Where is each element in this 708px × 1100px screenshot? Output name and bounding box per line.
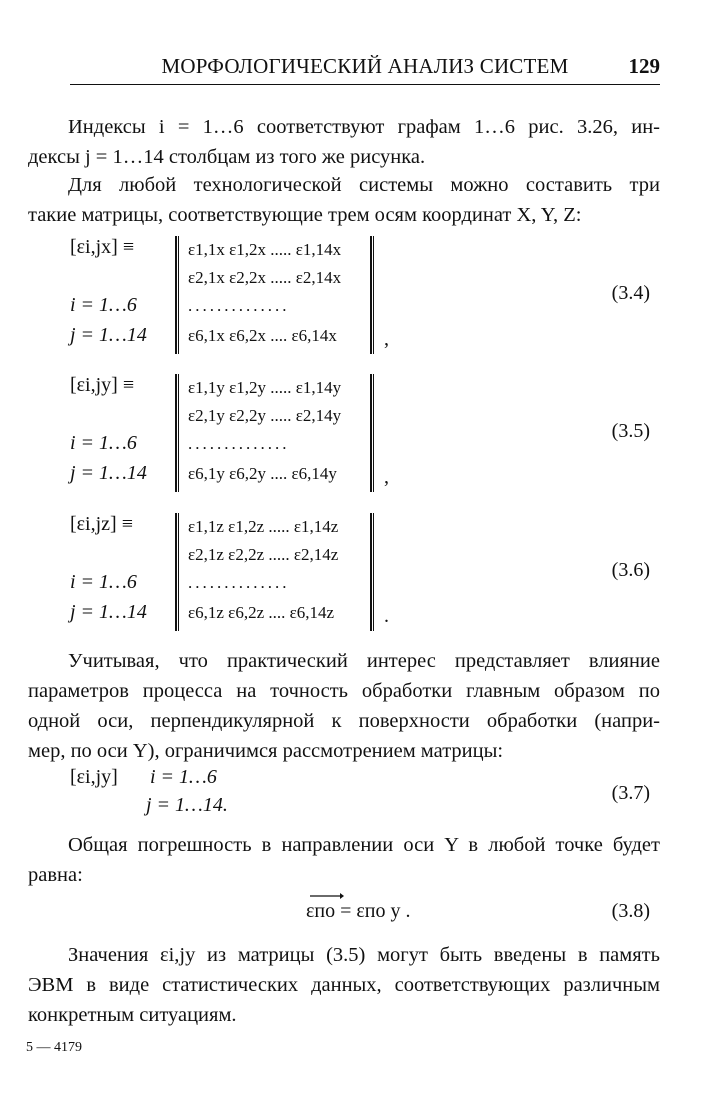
j-range: j = 1…14 <box>70 324 147 346</box>
printer-signature: 5 — 4179 <box>26 1040 82 1055</box>
matrix-row: ε1,1y ε1,2y ..... ε1,14y <box>188 378 342 397</box>
matrix-row: ε2,1x ε2,2x ..... ε2,14x <box>188 268 342 287</box>
left-determinant-bar <box>175 374 177 492</box>
matrix-symbol: [εi,jy] <box>70 766 118 788</box>
paragraph-line: ЭВМ в виде статистических данных, соответствующих различным <box>28 974 660 996</box>
paragraph-line: Индексы i = 1…6 соответствуют графам 1…6 рис. 3.26, ин- <box>68 116 660 138</box>
equation-expression: εпо = εпо y . <box>306 900 411 922</box>
matrix-row: ε2,1y ε2,2y ..... ε2,14y <box>188 406 342 425</box>
left-determinant-bar <box>175 236 177 354</box>
matrix-lhs: [εi,jx] ≡ <box>70 236 135 258</box>
matrix-lhs: [εi,jy] ≡ <box>70 374 135 396</box>
matrix-equation-3-5 <box>70 374 660 492</box>
matrix-equation-3-4 <box>70 236 660 354</box>
equation-3-8 <box>70 894 660 934</box>
matrix-row-ellipsis: .............. <box>188 434 290 453</box>
paragraph-line: одной оси, перпендикулярной к поверхности обработки (напри- <box>28 710 660 732</box>
j-range: j = 1…14 <box>70 462 147 484</box>
equation-number: (3.8) <box>611 900 650 922</box>
matrix-row: ε1,1z ε1,2z ..... ε1,14z <box>188 517 339 536</box>
paragraph-line: Учитывая, что практический интерес представляет влияние <box>68 650 660 672</box>
trailing-punctuation: , <box>384 466 389 488</box>
paragraph-line: параметров процесса на точность обработки главным образом по <box>28 680 660 702</box>
equation-number: (3.7) <box>611 782 650 804</box>
right-determinant-bar <box>370 374 372 492</box>
paragraph-values-input <box>28 940 660 1030</box>
paragraph-line: Для любой технологической системы можно составить три <box>68 174 660 196</box>
matrix-row-ellipsis: .............. <box>188 296 290 315</box>
equation-number: (3.6) <box>611 559 650 581</box>
matrix-row: ε1,1x ε1,2x ..... ε1,14x <box>188 240 342 259</box>
paragraph-line: Значения εi,jy из матрицы (3.5) могут быть введены в память <box>68 944 660 966</box>
running-title: МОРФОЛОГИЧЕСКИЙ АНАЛИЗ СИСТЕМ <box>161 54 569 78</box>
j-range: j = 1…14 <box>70 601 147 623</box>
paragraph-total-error <box>28 830 660 890</box>
right-determinant-bar <box>370 513 372 631</box>
equation-number: (3.5) <box>611 420 650 442</box>
matrix-lhs: [εi,jz] ≡ <box>70 513 133 535</box>
trailing-punctuation: , <box>384 328 389 350</box>
left-determinant-bar <box>175 513 177 631</box>
i-range: i = 1…6 <box>70 571 137 593</box>
matrix-row: ε2,1z ε2,2z ..... ε2,14z <box>188 545 339 564</box>
paragraph-indices <box>28 112 660 172</box>
matrix-row: ε6,1z ε6,2z .... ε6,14z <box>188 603 335 622</box>
matrix-equation-3-6 <box>70 513 660 631</box>
vector-arrow <box>310 892 344 900</box>
matrix-row-ellipsis: .............. <box>188 573 290 592</box>
paragraph-line: Общая погрешность в направлении оси Y в любой точке будет <box>68 834 660 856</box>
i-range: i = 1…6 <box>70 294 137 316</box>
paragraph-line: такие матрицы, соответствующие трем осям координат X, Y, Z: <box>28 204 582 226</box>
right-determinant-bar <box>370 236 372 354</box>
trailing-punctuation: . <box>384 605 389 627</box>
j-range: j = 1…14. <box>146 794 228 816</box>
equation-3-7 <box>70 766 660 836</box>
paragraph-practical-interest <box>28 646 660 766</box>
paragraph-three-matrices <box>28 170 660 230</box>
paragraph-line: дексы j = 1…14 столбцам из того же рисунка. <box>28 146 426 168</box>
paragraph-line: мер, по оси Y), ограничимся рассмотрением матрицы: <box>28 740 504 762</box>
paragraph-line: конкретным ситуациям. <box>28 1004 237 1026</box>
page-header <box>70 50 660 84</box>
equation-number: (3.4) <box>611 282 650 304</box>
page-number: 129 <box>628 54 660 78</box>
matrix-row: ε6,1x ε6,2x .... ε6,14x <box>188 326 337 345</box>
paragraph-line: равна: <box>28 864 83 886</box>
header-rule <box>70 84 660 85</box>
i-range: i = 1…6 <box>70 432 137 454</box>
i-range: i = 1…6 <box>150 766 217 788</box>
matrix-row: ε6,1y ε6,2y .... ε6,14y <box>188 464 337 483</box>
